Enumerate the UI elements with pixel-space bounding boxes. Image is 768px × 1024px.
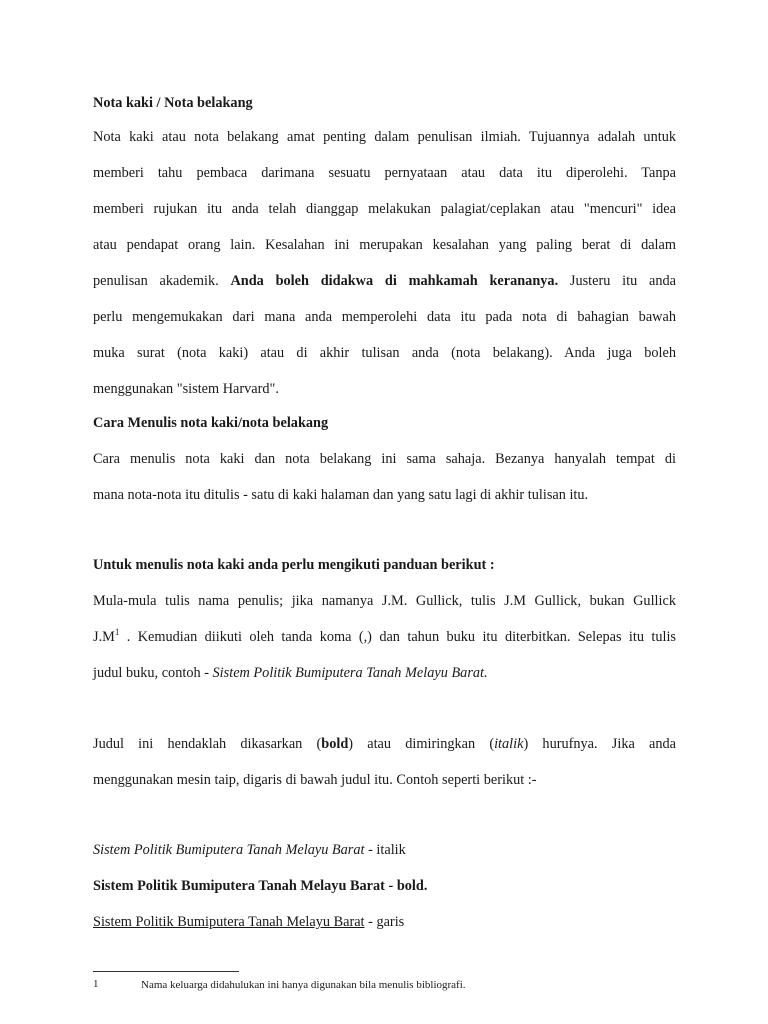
para3-line1: Mula-mula tulis nama penulis; jika namanya J.M. Gullick, tulis J.M Gullick, bukan Gullick	[93, 593, 676, 609]
example-underline-title: Sistem Politik Bumiputera Tanah Melayu Barat	[93, 914, 365, 930]
para1-line3: memberi rujukan itu anda telah dianggap melakukan palagiat/ceplakan atau "mencuri" idea	[93, 201, 676, 217]
example-italic	[93, 841, 676, 859]
para1-line5-tail: Justeru itu anda	[558, 273, 676, 289]
example-italic-label: - italik	[364, 842, 406, 858]
para1-line5-text: penulisan akademik.	[93, 273, 231, 289]
para3-line2-text: . Kemudian diikuti oleh tanda koma (,) dan tahun buku itu diterbitkan. Selepas itu tulis	[119, 629, 676, 645]
para4-text-e: ) hurufnya. Jika anda	[523, 736, 676, 752]
bold-word: bold	[321, 736, 349, 752]
para4-line2: menggunakan mesin taip, digaris di bawah judul itu. Contoh seperti berikut :-	[93, 772, 537, 788]
para3-line3	[93, 664, 676, 682]
para4-text-c: ) atau dimiringkan (	[348, 736, 495, 752]
para1-line6: perlu mengemukakan dari mana anda memperolehi data itu pada nota di bahagian bawah	[93, 309, 676, 325]
para3-line2-start: J.M	[93, 629, 115, 645]
footnote-number: 1	[93, 978, 99, 990]
para1-line2: memberi tahu pembaca darimana sesuatu pernyataan atau data itu diperolehi. Tanpa	[93, 165, 676, 181]
footnote-text: Nama keluarga didahulukan ini hanya digunakan bila menulis bibliografi.	[141, 979, 466, 991]
para4-line1	[93, 735, 676, 753]
example-bold: Sistem Politik Bumiputera Tanah Melayu Barat - bold.	[93, 878, 428, 894]
para1-line4: atau pendapat orang lain. Kesalahan ini merupakan kesalahan yang paling berat di dalam	[93, 237, 676, 253]
para4-text-a: Judul ini hendaklah dikasarkan (	[93, 736, 322, 752]
para2-line1: Cara menulis nota kaki dan nota belakang ini sama sahaja. Bezanya hanyalah tempat di	[93, 451, 676, 467]
italic-word: italik	[494, 736, 524, 752]
para3-line3-text: judul buku, contoh -	[93, 665, 213, 681]
heading-panduan: Untuk menulis nota kaki anda perlu mengikuti panduan berikut :	[93, 557, 495, 573]
bold-warning: Anda boleh didakwa di mahkamah kerananya.	[230, 273, 559, 289]
italic-book-title: Sistem Politik Bumiputera Tanah Melayu Barat.	[212, 665, 488, 681]
heading-cara-menulis: Cara Menulis nota kaki/nota belakang	[93, 415, 329, 431]
example-underline	[93, 913, 676, 931]
para2-line2: mana nota-nota itu ditulis - satu di kaki halaman dan yang satu lagi di akhir tulisan itu.	[93, 487, 589, 503]
example-underline-label: - garis	[364, 914, 405, 930]
example-italic-title: Sistem Politik Bumiputera Tanah Melayu Barat	[93, 842, 365, 858]
footnote-separator	[93, 971, 239, 972]
para1-line7: muka surat (nota kaki) atau di akhir tulisan anda (nota belakang). Anda juga boleh	[93, 345, 676, 361]
heading-nota-kaki: Nota kaki / Nota belakang	[93, 95, 253, 111]
para1-line8: menggunakan "sistem Harvard".	[93, 381, 279, 397]
para1-line5	[93, 272, 676, 290]
para3-line2	[93, 628, 676, 646]
footnote-reference[interactable]: 1	[114, 627, 120, 637]
para1-line1: Nota kaki atau nota belakang amat penting dalam penulisan ilmiah. Tujuannya adalah untuk	[93, 129, 676, 145]
